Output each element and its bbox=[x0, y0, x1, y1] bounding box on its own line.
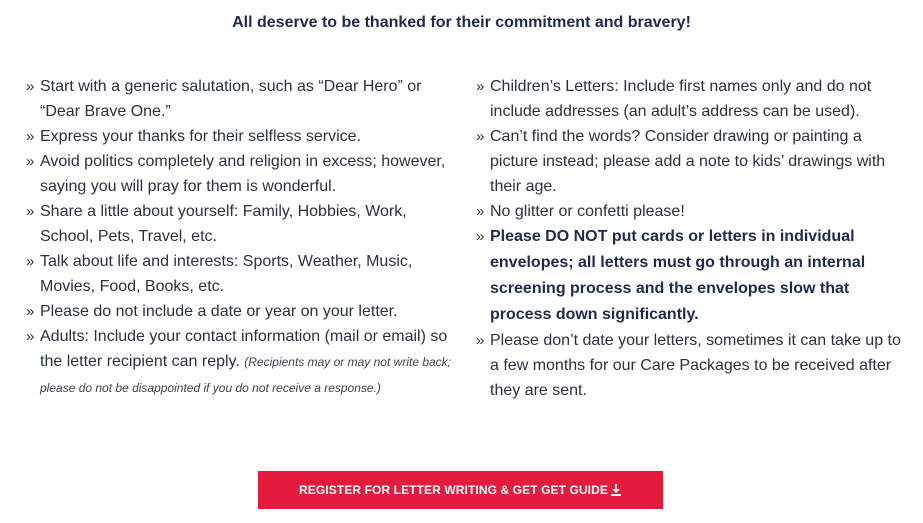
bullet-icon: » bbox=[26, 128, 35, 145]
list-item-text: No glitter or confetti please! bbox=[490, 203, 685, 220]
list-item bbox=[26, 149, 456, 199]
guidelines-list-left bbox=[26, 74, 456, 401]
list-item bbox=[476, 124, 901, 199]
list-item bbox=[26, 74, 456, 124]
list-item-text: Please don’t date your letters, sometimes it can take up to a few months for our Care Packages to be received after they are sent. bbox=[490, 332, 901, 399]
list-item-text: Please do not include a date or year on your letter. bbox=[40, 303, 398, 320]
bullet-icon: » bbox=[26, 303, 35, 320]
recipient-note: (Recipients may or may not write back; please do not be disappointed if you do not receive a response.) bbox=[40, 355, 452, 395]
bullet-icon: » bbox=[26, 328, 35, 345]
list-item bbox=[476, 199, 901, 224]
list-item-text: Start with a generic salutation, such as “Dear Hero” or “Dear Brave One.” bbox=[40, 78, 422, 120]
register-button-label: REGISTER FOR LETTER WRITING & GET GET GUIDE bbox=[299, 483, 608, 497]
list-item bbox=[476, 328, 901, 403]
bullet-icon: » bbox=[26, 203, 35, 220]
list-item bbox=[26, 124, 456, 149]
guidelines-list-right bbox=[476, 74, 901, 403]
envelope-warning-text: Please DO NOT put cards or letters in individual envelopes; all letters must go through an internal screening process and the envelopes slow that process down significantly. bbox=[490, 228, 866, 323]
list-item bbox=[26, 299, 456, 324]
list-item bbox=[26, 324, 456, 401]
list-item bbox=[26, 199, 456, 249]
list-item-text: Express your thanks for their selfless service. bbox=[40, 128, 362, 145]
bullet-icon: » bbox=[26, 153, 35, 170]
bullet-icon: » bbox=[476, 332, 485, 349]
list-item-text: Adults: Include your contact information (mail or email) so the letter recipient can reply. bbox=[40, 328, 448, 370]
bullet-icon: » bbox=[26, 253, 35, 270]
list-item-text: Avoid politics completely and religion in excess; however, saying you will pray for them is wonderful. bbox=[40, 153, 446, 195]
list-item-text: Share a little about yourself: Family, Hobbies, Work, School, Pets, Travel, etc. bbox=[40, 203, 407, 245]
bullet-icon: » bbox=[476, 228, 485, 245]
bullet-icon: » bbox=[476, 78, 485, 95]
list-item bbox=[26, 249, 456, 299]
list-item-text: Children’s Letters: Include first names only and do not include addresses (an adult’s address can be used). bbox=[490, 78, 872, 120]
list-item bbox=[476, 74, 901, 124]
page-headline: All deserve to be thanked for their commitment and bravery! bbox=[232, 14, 691, 31]
list-item-text: Talk about life and interests: Sports, Weather, Music, Movies, Food, Books, etc. bbox=[40, 253, 413, 295]
bullet-icon: » bbox=[26, 78, 35, 95]
bullet-icon: » bbox=[476, 128, 485, 145]
download-icon bbox=[610, 484, 622, 496]
bullet-icon: » bbox=[476, 203, 485, 220]
envelope-warning-item bbox=[476, 224, 901, 328]
list-item-text: Can’t find the words? Consider drawing or painting a picture instead; please add a note to kids’ drawings with their age. bbox=[490, 128, 886, 195]
register-letter-writing-button[interactable] bbox=[258, 471, 663, 509]
